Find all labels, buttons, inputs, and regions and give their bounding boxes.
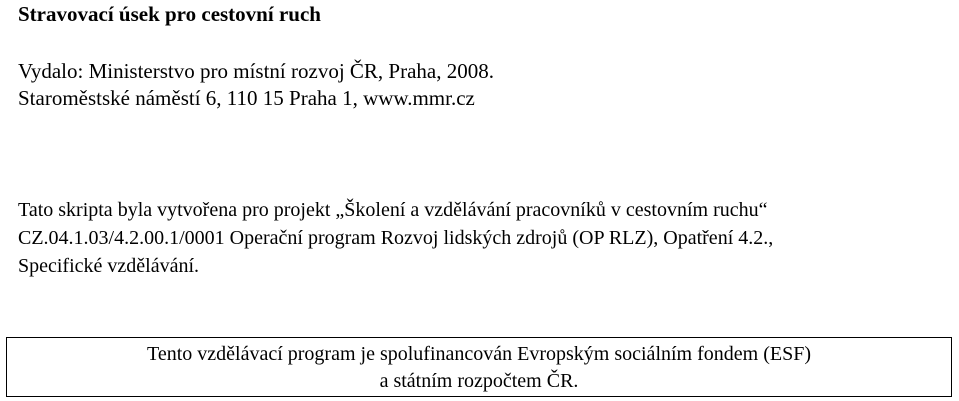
project-line-3: Specifické vzdělávání. xyxy=(18,255,200,277)
publisher-line: Vydalo: Ministerstvo pro místní rozvoj ČR, Praha, 2008. xyxy=(18,59,494,83)
funding-line-2: a státním rozpočtem ČR. xyxy=(379,370,579,392)
address-line: Staroměstské náměstí 6, 110 15 Praha 1, www.mmr.cz xyxy=(18,86,475,110)
publisher-info xyxy=(18,58,494,112)
project-info xyxy=(18,196,953,280)
project-line-1: Tato skripta byla vytvořena pro projekt „Školení a vzdělávání pracovníků v cestovním ruchu“ xyxy=(18,199,768,221)
document-title: Stravovací úsek pro cestovní ruch xyxy=(18,2,321,26)
funding-box xyxy=(6,337,952,397)
funding-line-1: Tento vzdělávací program je spolufinancován Evropským sociálním fondem (ESF) xyxy=(147,343,811,365)
project-line-2: CZ.04.1.03/4.2.00.1/0001 Operační program Rozvoj lidských zdrojů (OP RLZ), Opatření 4.2., xyxy=(18,227,774,249)
